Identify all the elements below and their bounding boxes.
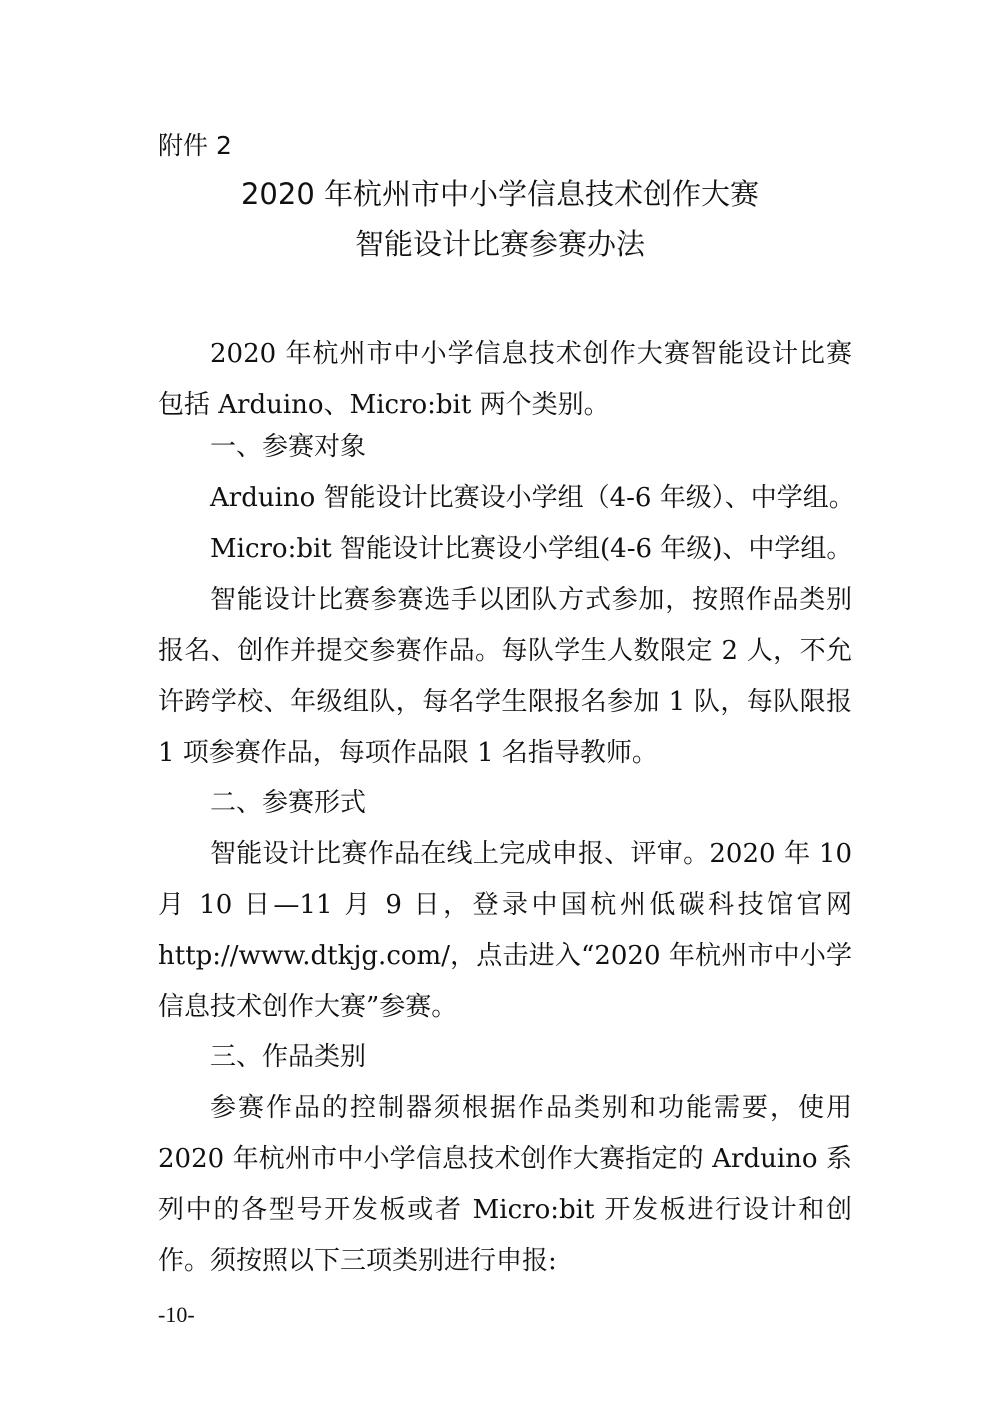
document-subtitle: 智能设计比赛参赛办法 <box>354 227 645 261</box>
paragraph-microbit-groups: Micro:bit 智能设计比赛设小学组(4-6 年级)、中学组。 <box>210 534 853 564</box>
intro-paragraph: 2020 年杭州市中小学信息技术创作大赛智能设计比赛包括 Arduino、Micro:bit 两个类别。 <box>158 339 852 420</box>
paragraph-controller-requirements: 参赛作品的控制器须根据作品类别和功能需要，使用 2020 年杭州市中小学信息技术创作大赛指定的 Arduino 系列中的各型号开发板或者 Micro:bit 开发板进行设计和创作。须按照以下三项类别进行申报: <box>158 1093 852 1276</box>
paragraph-team-rules: 智能设计比赛参赛选手以团队方式参加，按照作品类别报名、创作并提交参赛作品。每队学生人数限定 2 人，不允许跨学校、年级组队，每名学生限报名参加 1 队，每队限报 1 项参赛作品，每项作品限 1 名指导教师。 <box>158 585 852 768</box>
section-heading-categories: 三、作品类别 <box>210 1042 367 1072</box>
attachment-label: 附件 2 <box>158 131 232 160</box>
section-heading-participants: 一、参赛对象 <box>210 432 367 462</box>
paragraph-online-submission: 智能设计比赛作品在线上完成申报、评审。2020 年 10 月 10 日—11 月 9 日，登录中国杭州低碳科技馆官网 http://www.dtkjg.com/，点击进入“2020 年杭州市中小学信息技术创作大赛”参赛。 <box>158 839 852 1022</box>
document-title: 2020 年杭州市中小学信息技术创作大赛 <box>240 177 760 211</box>
page-number: -10- <box>158 1302 195 1327</box>
paragraph-arduino-groups: Arduino 智能设计比赛设小学组（4-6 年级）、中学组。 <box>210 483 855 513</box>
section-heading-format: 二、参赛形式 <box>210 788 367 818</box>
